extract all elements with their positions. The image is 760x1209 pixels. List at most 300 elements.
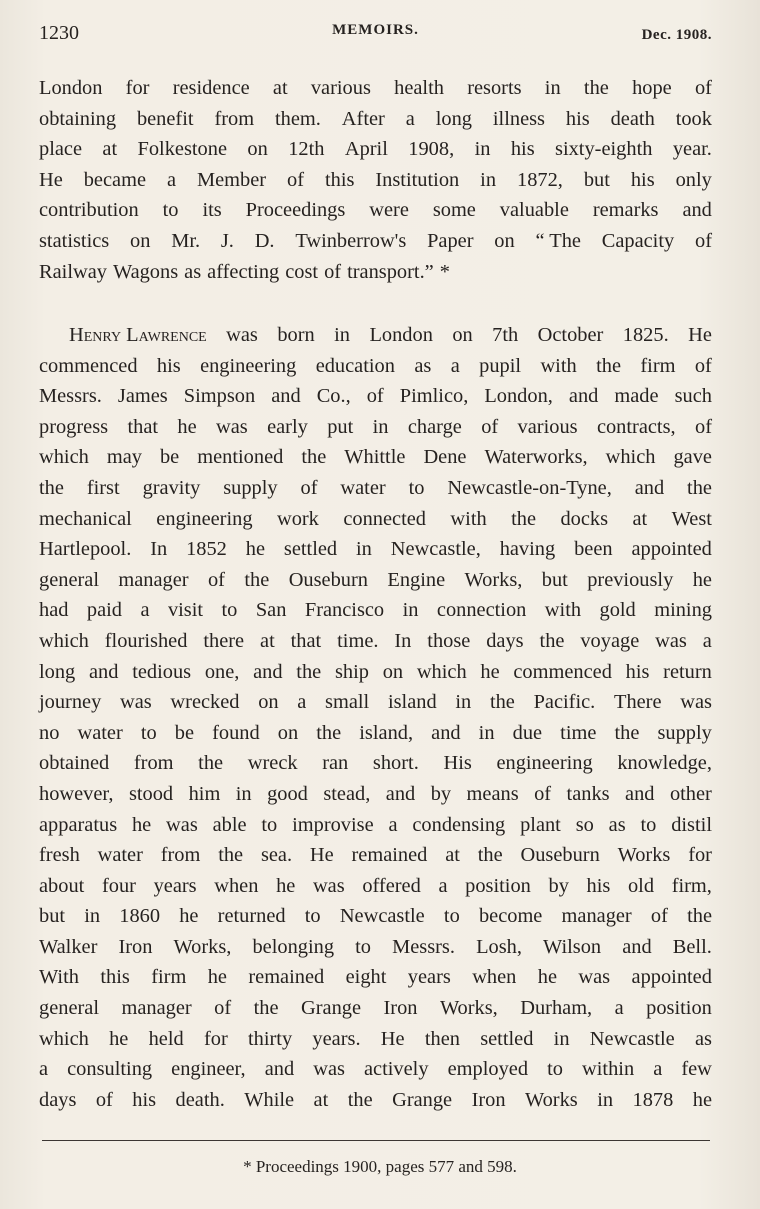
word: Proceedings <box>245 199 346 222</box>
word: previously <box>587 568 674 591</box>
text-line <box>39 1085 712 1116</box>
word: a <box>297 691 307 714</box>
text-line <box>39 381 712 412</box>
word: thirty <box>247 1027 293 1050</box>
word: them. <box>275 107 321 130</box>
word: 1872, <box>517 168 563 191</box>
word: commenced <box>39 354 138 377</box>
word: and <box>271 385 301 408</box>
word: and <box>634 476 665 499</box>
word: firm <box>640 354 676 377</box>
word: for <box>688 844 712 867</box>
word: was <box>226 324 258 346</box>
word: London <box>39 77 103 99</box>
word: was <box>312 874 345 897</box>
word: be <box>159 446 180 469</box>
word: 7th <box>492 324 519 346</box>
word: of <box>207 568 225 591</box>
word: his <box>586 874 611 897</box>
text-line <box>39 718 712 749</box>
word: benefit <box>136 107 194 130</box>
word: With <box>39 966 79 989</box>
word: in <box>597 1088 614 1111</box>
word: He <box>380 1027 405 1050</box>
text-line <box>39 687 712 718</box>
word: about <box>39 874 85 897</box>
word: be <box>174 721 195 744</box>
word: on <box>130 229 151 252</box>
word: time <box>560 721 597 744</box>
word: became <box>83 168 146 191</box>
word: was <box>578 966 611 989</box>
word: this <box>324 168 355 191</box>
word: the <box>687 905 712 928</box>
word: valuable <box>499 199 569 222</box>
word: to <box>408 476 425 499</box>
word: pupil <box>479 354 522 377</box>
word: on <box>494 229 515 252</box>
word: so <box>575 813 594 836</box>
word: appointed <box>631 538 712 561</box>
word: engineering <box>156 507 253 530</box>
word: Hartlepool. <box>39 538 132 561</box>
word: to <box>140 721 157 744</box>
footnote: * Proceedings 1900, pages 577 and 598. <box>243 1157 517 1176</box>
word: mentioned <box>197 446 284 469</box>
word: mining <box>654 599 712 622</box>
word: Newcastle <box>589 1027 675 1050</box>
word: at <box>272 77 288 99</box>
word: his <box>510 138 535 161</box>
word: the <box>583 77 609 99</box>
word: some <box>432 199 476 222</box>
word: he <box>480 660 500 683</box>
word: at <box>313 1088 329 1111</box>
word: manager <box>118 568 189 591</box>
word: by <box>548 874 569 897</box>
word: contribution <box>39 199 139 222</box>
word: island, <box>359 721 414 744</box>
word: however, <box>39 782 114 805</box>
word: firm <box>151 966 187 989</box>
word: and <box>622 935 652 958</box>
word: general <box>39 997 99 1020</box>
word: the <box>477 844 503 867</box>
word: of <box>324 260 342 283</box>
text-line <box>39 73 712 104</box>
word: After <box>341 107 385 130</box>
word: the <box>244 568 270 591</box>
word: Iron <box>118 935 153 958</box>
word: which <box>39 1027 89 1050</box>
word: as <box>414 354 432 377</box>
word: Durham, <box>520 997 593 1020</box>
word: a <box>702 629 712 652</box>
word: paid <box>86 599 122 622</box>
word: other <box>669 782 712 805</box>
word: residence <box>172 77 250 99</box>
word: he <box>131 813 152 836</box>
word: in <box>402 599 419 622</box>
word: remained <box>248 966 325 989</box>
word: his <box>565 107 590 130</box>
word: put <box>327 415 354 438</box>
word: to <box>221 599 238 622</box>
word: the <box>511 507 537 530</box>
word: Francisco <box>304 599 385 622</box>
word: when <box>214 874 259 897</box>
word: flourished <box>104 629 188 652</box>
word: While <box>244 1088 295 1111</box>
word: to <box>640 813 657 836</box>
word: Ouseburn <box>288 568 368 591</box>
text-line <box>39 1054 712 1085</box>
word: return <box>663 660 712 683</box>
word: and <box>431 721 461 744</box>
word: the <box>253 997 279 1020</box>
text-line <box>39 962 712 993</box>
word: of <box>95 1088 113 1111</box>
word: transport.” <box>347 260 434 283</box>
word: docks <box>560 507 609 530</box>
word: His <box>443 752 472 775</box>
word: he <box>276 874 296 897</box>
word: in <box>474 138 491 161</box>
word: wrecked <box>170 691 240 714</box>
word: 1825. <box>622 324 669 346</box>
word: with <box>450 507 487 530</box>
text-line <box>39 351 712 382</box>
word: he <box>692 568 712 591</box>
word: apparatus <box>39 813 118 836</box>
word: in <box>478 721 495 744</box>
text-line <box>39 195 712 226</box>
word: visit <box>167 599 204 622</box>
word: resorts <box>467 77 522 99</box>
word: manager <box>561 905 632 928</box>
word: was <box>655 629 687 652</box>
word: been <box>574 538 613 561</box>
word: by <box>430 782 452 805</box>
word: a <box>388 813 398 836</box>
word: supply <box>657 721 712 744</box>
section-title: MEMOIRS. <box>332 22 419 38</box>
word: the <box>39 476 64 499</box>
word: Engine <box>387 568 446 591</box>
word: * <box>439 260 450 283</box>
word: short. <box>372 752 419 775</box>
word: of <box>300 476 318 499</box>
word: stood <box>128 782 174 805</box>
word: of <box>534 782 552 805</box>
word: when <box>472 966 517 989</box>
word: made <box>614 385 659 408</box>
word: good <box>267 782 308 805</box>
word: stead, <box>323 782 371 805</box>
text-line <box>39 412 712 443</box>
text-line <box>39 226 712 257</box>
word: he <box>245 538 265 561</box>
word: of <box>366 385 384 408</box>
word: Twinberrow's <box>295 229 407 252</box>
word: on <box>258 691 279 714</box>
word: his <box>630 168 655 191</box>
word: he <box>207 966 227 989</box>
word: Wagons <box>112 260 179 283</box>
word: from <box>214 107 255 130</box>
word: Newcastle, <box>390 538 481 561</box>
word: a <box>140 599 150 622</box>
word: of <box>650 905 668 928</box>
word: general <box>39 568 99 591</box>
word: was <box>680 691 712 714</box>
word: returned <box>217 905 286 928</box>
word: employed <box>447 1058 529 1081</box>
footnote-rule <box>42 1140 710 1141</box>
word: water <box>340 476 386 499</box>
word: remained <box>351 844 428 867</box>
word: a <box>405 107 415 130</box>
word: 1878 <box>632 1088 674 1111</box>
word: his <box>132 1088 157 1111</box>
word: which <box>605 446 656 469</box>
word: Iron <box>471 1088 506 1111</box>
word: early <box>267 415 308 438</box>
word: the <box>296 660 322 683</box>
paragraph-henry-lawrence <box>39 320 712 1115</box>
word: his <box>156 354 181 377</box>
text-line <box>39 534 712 565</box>
word: Works, <box>173 935 232 958</box>
word: in <box>480 168 497 191</box>
text-line <box>39 993 712 1024</box>
word: and <box>89 660 119 683</box>
word: Ouseburn <box>520 844 600 867</box>
word: sea. <box>260 844 293 867</box>
word: was <box>313 1058 345 1081</box>
word: the <box>316 721 342 744</box>
word: in <box>544 77 561 99</box>
word: offered <box>362 874 421 897</box>
word: journey <box>39 691 102 714</box>
text-line <box>39 504 712 535</box>
word: Waterworks, <box>484 446 588 469</box>
word: sixty-eighth <box>555 138 653 161</box>
word: April <box>344 138 388 161</box>
word: of <box>481 415 499 438</box>
word: may <box>106 446 142 469</box>
text-line <box>39 779 712 810</box>
word: Messrs. <box>392 935 455 958</box>
word: such <box>674 385 712 408</box>
word: San <box>255 599 287 622</box>
word: October <box>537 324 604 346</box>
word: actively <box>364 1058 429 1081</box>
word: him <box>188 782 221 805</box>
word: position <box>646 997 712 1020</box>
word: plant <box>520 813 561 836</box>
word: Grange <box>392 1088 453 1111</box>
word: consulting <box>67 1058 153 1081</box>
word: this <box>100 966 130 989</box>
word: statistics <box>39 229 110 252</box>
text-line <box>39 901 712 932</box>
word: the <box>198 752 224 775</box>
word: hope <box>632 77 672 99</box>
word: in <box>553 1027 570 1050</box>
word: to <box>547 1058 563 1081</box>
text-line <box>39 932 712 963</box>
text-line <box>39 871 712 902</box>
word: Works, <box>464 568 523 591</box>
word: and <box>264 1058 295 1081</box>
word: time. <box>337 629 379 652</box>
word: to <box>162 199 179 222</box>
word: born <box>277 324 315 346</box>
word: of <box>694 77 712 99</box>
word: but <box>39 905 66 928</box>
word: health <box>394 77 444 99</box>
word: various <box>517 415 578 438</box>
word: due <box>512 721 543 744</box>
word: ran <box>322 752 349 775</box>
word: first <box>86 476 120 499</box>
word: days <box>39 1088 77 1111</box>
word: “ The <box>535 229 581 252</box>
word: Institution <box>375 168 460 191</box>
word: island <box>387 691 437 714</box>
word: In <box>150 538 168 561</box>
issue-date: Dec. 1908. <box>641 27 712 43</box>
word: a <box>39 1058 49 1081</box>
word: a <box>166 168 177 191</box>
word: and <box>682 199 712 222</box>
word: as <box>694 1027 712 1050</box>
word: at <box>445 844 460 867</box>
word: Losh, <box>476 935 522 958</box>
word: found <box>212 721 260 744</box>
word: to <box>355 935 371 958</box>
word: the <box>218 844 244 867</box>
word: cost <box>285 260 319 283</box>
word: within <box>582 1058 635 1081</box>
word: which <box>39 446 89 469</box>
word: water <box>77 721 123 744</box>
word: affecting <box>207 260 280 283</box>
word: took <box>675 107 712 130</box>
word: He <box>688 324 712 346</box>
word: Iron <box>383 997 418 1020</box>
text-line <box>39 595 712 626</box>
word: from <box>160 844 201 867</box>
word: Works, <box>439 997 498 1020</box>
word: for <box>203 1027 228 1050</box>
word: eight <box>345 966 387 989</box>
word: able <box>212 813 247 836</box>
word: was <box>216 415 248 438</box>
word: commenced <box>513 660 612 683</box>
page-number: 1230 <box>39 22 79 44</box>
word: held <box>148 1027 184 1050</box>
word: in <box>455 691 472 714</box>
word: on <box>277 721 299 744</box>
word: tedious <box>132 660 192 683</box>
word: with <box>540 354 577 377</box>
word: position <box>465 874 531 897</box>
word: to <box>443 905 460 928</box>
word: Grange <box>301 997 362 1020</box>
word: the <box>614 721 640 744</box>
word: its <box>202 199 222 222</box>
word: settled <box>283 538 338 561</box>
word: long <box>435 107 472 130</box>
word: but <box>583 168 610 191</box>
word: James <box>117 385 168 408</box>
word: and <box>385 782 416 805</box>
word: place <box>39 138 83 161</box>
text-line <box>39 320 712 351</box>
word: he <box>179 905 199 928</box>
word: in <box>235 782 252 805</box>
word: Newcastle-on-Tyne, <box>447 476 612 499</box>
word: of <box>287 168 304 191</box>
word: 12th <box>288 138 325 161</box>
word: He <box>309 844 334 867</box>
word: in <box>356 538 372 561</box>
word: supply <box>223 476 278 499</box>
word: Pacific. <box>533 691 596 714</box>
word: to <box>304 905 321 928</box>
word: and <box>568 385 599 408</box>
word: gave <box>673 446 712 469</box>
word: contracts, <box>596 415 676 438</box>
text-line <box>39 104 712 135</box>
word: various <box>310 77 371 99</box>
word: a <box>653 1058 663 1081</box>
word: having <box>499 538 556 561</box>
paragraph-london-residence <box>39 73 712 287</box>
word: engineering <box>200 354 297 377</box>
word: small <box>325 691 370 714</box>
word: In <box>394 629 412 652</box>
word: charge <box>407 415 462 438</box>
word: he <box>537 966 558 989</box>
word: 1908, <box>408 138 455 161</box>
word: for <box>125 77 150 99</box>
word: settled <box>480 1027 534 1050</box>
word: Dene <box>423 446 467 469</box>
word: as <box>184 260 202 283</box>
word: D. <box>254 229 275 252</box>
word: work <box>276 507 319 530</box>
word: old <box>627 874 655 897</box>
word: death. <box>175 1088 225 1111</box>
word: progress <box>39 415 109 438</box>
word: was <box>120 691 152 714</box>
text-line <box>39 626 712 657</box>
word: that <box>290 629 322 652</box>
word: long <box>39 660 76 683</box>
text-line <box>39 840 712 871</box>
word: Works <box>525 1088 578 1111</box>
word: a <box>438 874 448 897</box>
word: the <box>687 476 712 499</box>
word: fresh <box>39 844 80 867</box>
word: education <box>315 354 395 377</box>
word: obtaining <box>39 107 117 130</box>
word: and <box>625 782 655 805</box>
word: he <box>177 415 197 438</box>
